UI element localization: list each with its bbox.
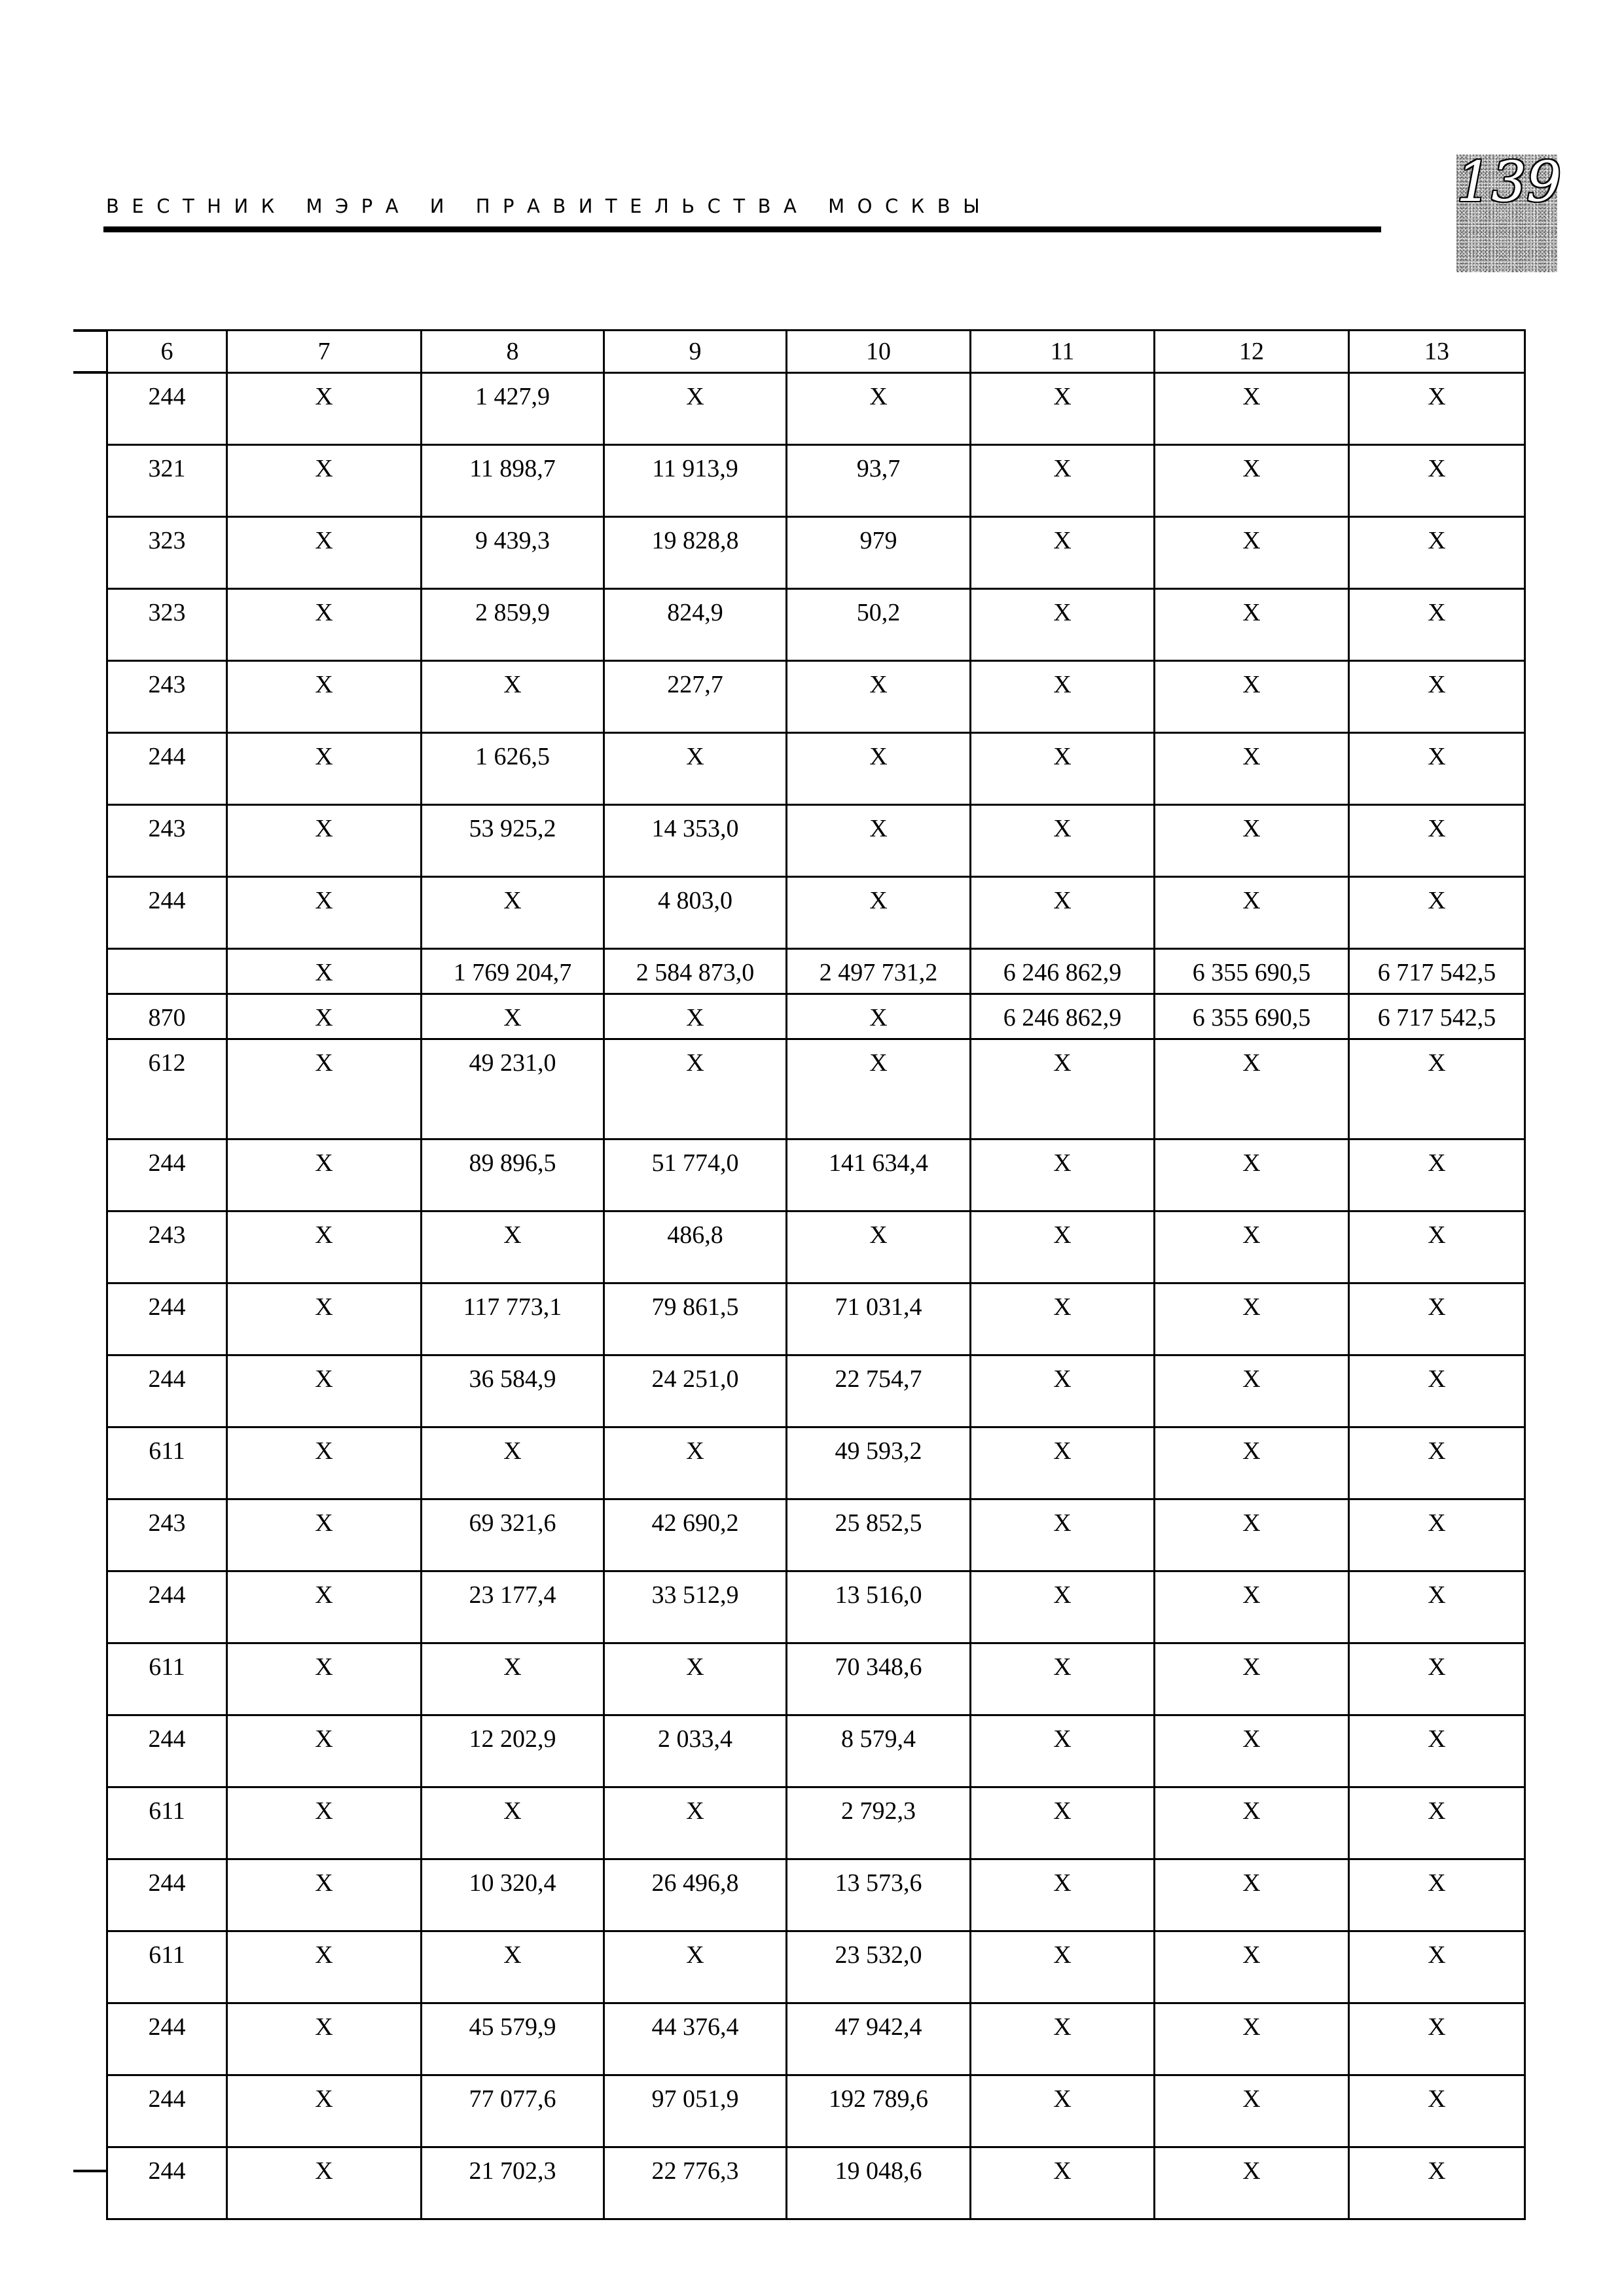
table-cell: X <box>1349 733 1525 805</box>
table-cell: 192 789,6 <box>787 2075 971 2147</box>
table-cell: 244 <box>107 373 227 445</box>
table-cell: X <box>227 1859 422 1931</box>
table-cell: X <box>1349 1931 1525 2003</box>
page-number: 139 <box>1456 150 1562 214</box>
table-cell: X <box>1155 1931 1349 2003</box>
column-header: 8 <box>422 331 604 373</box>
table-cell: X <box>604 373 787 445</box>
table-row <box>107 733 1525 805</box>
table-row <box>107 589 1525 661</box>
column-header: 6 <box>107 331 227 373</box>
table-cell: X <box>1155 445 1349 517</box>
table-cell: X <box>787 661 971 733</box>
table-cell: X <box>227 2075 422 2147</box>
table-cell: X <box>227 373 422 445</box>
column-header: 11 <box>971 331 1155 373</box>
table-cell: 89 896,5 <box>422 1139 604 1211</box>
table-cell: 141 634,4 <box>787 1139 971 1211</box>
table-cell: 323 <box>107 517 227 589</box>
table-row <box>107 2147 1525 2219</box>
table-cell: 243 <box>107 805 227 877</box>
table-cell: 33 512,9 <box>604 1571 787 1643</box>
table-row <box>107 1355 1525 1427</box>
table-cell: X <box>227 517 422 589</box>
table-cell: 243 <box>107 1499 227 1571</box>
table-cell: 14 353,0 <box>604 805 787 877</box>
table-row <box>107 805 1525 877</box>
table-cell: 19 828,8 <box>604 517 787 589</box>
table-cell: 23 177,4 <box>422 1571 604 1643</box>
table-cell: X <box>227 949 422 994</box>
table-cell: X <box>1155 1715 1349 1787</box>
table-cell: 79 861,5 <box>604 1283 787 1355</box>
table-cell: X <box>1349 2003 1525 2075</box>
table-cell: X <box>227 661 422 733</box>
table-cell: X <box>1349 661 1525 733</box>
table-cell: X <box>1155 1039 1349 1139</box>
table-cell: X <box>1349 1427 1525 1499</box>
table-cell: X <box>227 1355 422 1427</box>
table-cell: X <box>227 1283 422 1355</box>
table-cell: 51 774,0 <box>604 1139 787 1211</box>
table-cell: X <box>1155 1211 1349 1283</box>
table-cell: X <box>1349 373 1525 445</box>
table-cell: 244 <box>107 2147 227 2219</box>
table-cell: X <box>227 1931 422 2003</box>
table-cell: 2 584 873,0 <box>604 949 787 994</box>
table-cell: 6 717 542,5 <box>1349 994 1525 1039</box>
table-cell: X <box>971 661 1155 733</box>
table-cell: X <box>227 1499 422 1571</box>
table-cell: X <box>1349 877 1525 949</box>
table-cell: 244 <box>107 1571 227 1643</box>
table-cell: 6 355 690,5 <box>1155 994 1349 1039</box>
table-cell: 612 <box>107 1039 227 1139</box>
table-cell: 486,8 <box>604 1211 787 1283</box>
table-cell: 2 033,4 <box>604 1715 787 1787</box>
table-cell: X <box>1155 1859 1349 1931</box>
table-row <box>107 1859 1525 1931</box>
table-cell: X <box>1155 1643 1349 1715</box>
table-cell: X <box>787 877 971 949</box>
table-cell: X <box>1155 733 1349 805</box>
table-cell: 244 <box>107 1859 227 1931</box>
table-cell: 10 320,4 <box>422 1859 604 1931</box>
table-cell: X <box>1349 1355 1525 1427</box>
table-cell: 244 <box>107 1283 227 1355</box>
table-cell: X <box>971 1039 1155 1139</box>
table-header-row <box>107 331 1525 373</box>
table-cell: X <box>227 1039 422 1139</box>
table-cell: 870 <box>107 994 227 1039</box>
table-cell: 12 202,9 <box>422 1715 604 1787</box>
journal-title: ВЕСТНИК МЭРА И ПРАВИТЕЛЬСТВА МОСКВЫ <box>106 195 993 217</box>
table-cell: X <box>971 589 1155 661</box>
table-cell <box>107 949 227 994</box>
table-cell: 1 427,9 <box>422 373 604 445</box>
table-cell: 13 516,0 <box>787 1571 971 1643</box>
column-header: 7 <box>227 331 422 373</box>
table-cell: X <box>227 1571 422 1643</box>
table-cell: X <box>1349 2147 1525 2219</box>
table-cell: X <box>227 445 422 517</box>
table-cell: 6 246 862,9 <box>971 994 1155 1039</box>
table-cell: X <box>971 1211 1155 1283</box>
table-cell: 50,2 <box>787 589 971 661</box>
table-cell: X <box>604 1787 787 1859</box>
table-cell: X <box>971 1643 1155 1715</box>
table-cell: 244 <box>107 2003 227 2075</box>
table-cell: 25 852,5 <box>787 1499 971 1571</box>
table-cell: 93,7 <box>787 445 971 517</box>
table-cell: 23 532,0 <box>787 1931 971 2003</box>
table-cell: X <box>971 1139 1155 1211</box>
table-cell: 22 754,7 <box>787 1355 971 1427</box>
table-cell: X <box>971 1787 1155 1859</box>
table-cell: X <box>787 994 971 1039</box>
table-cell: X <box>1349 1715 1525 1787</box>
table-cell: X <box>422 1931 604 2003</box>
table-cell: X <box>227 1715 422 1787</box>
table-cell: 44 376,4 <box>604 2003 787 2075</box>
table-cell: X <box>1155 517 1349 589</box>
table-cell: X <box>422 1643 604 1715</box>
table-cell: X <box>227 589 422 661</box>
table-row <box>107 1499 1525 1571</box>
table-cell: X <box>227 877 422 949</box>
table-cell: 42 690,2 <box>604 1499 787 1571</box>
table-cell: X <box>604 994 787 1039</box>
table-body <box>107 373 1525 2219</box>
table-cell: 244 <box>107 1139 227 1211</box>
table-cell: 6 717 542,5 <box>1349 949 1525 994</box>
table-cell: 2 859,9 <box>422 589 604 661</box>
table-cell: X <box>971 1571 1155 1643</box>
table-cell: X <box>1155 1499 1349 1571</box>
table-cell: X <box>1349 1643 1525 1715</box>
table-cell: X <box>1349 1859 1525 1931</box>
table-cell: X <box>604 1643 787 1715</box>
table-cell: 824,9 <box>604 589 787 661</box>
table-cell: X <box>1155 589 1349 661</box>
table-cell: X <box>1349 445 1525 517</box>
table-cell: 26 496,8 <box>604 1859 787 1931</box>
table-cell: X <box>1349 1499 1525 1571</box>
table-cell: X <box>1155 2003 1349 2075</box>
table-cell: X <box>1349 1039 1525 1139</box>
table-cell: X <box>1155 805 1349 877</box>
table-row <box>107 994 1525 1039</box>
table-cell: X <box>971 1427 1155 1499</box>
table-cell: 97 051,9 <box>604 2075 787 2147</box>
table-cell: X <box>422 1427 604 1499</box>
table-cell: X <box>227 1139 422 1211</box>
table-cell: X <box>604 1931 787 2003</box>
table-cell: 11 913,9 <box>604 445 787 517</box>
table-row <box>107 877 1525 949</box>
table-cell: X <box>422 994 604 1039</box>
table-cell: X <box>604 1039 787 1139</box>
table-cell: X <box>1155 373 1349 445</box>
table-cell: X <box>1349 1211 1525 1283</box>
table-cell: X <box>971 2147 1155 2219</box>
table-cell: X <box>971 2003 1155 2075</box>
table-cell: 244 <box>107 1715 227 1787</box>
table-cell: X <box>971 1355 1155 1427</box>
table-cell: X <box>1155 1427 1349 1499</box>
table-cell: X <box>787 733 971 805</box>
table-cell: X <box>1155 661 1349 733</box>
table-cell: X <box>422 661 604 733</box>
table-cell: 49 593,2 <box>787 1427 971 1499</box>
table-cell: X <box>422 877 604 949</box>
table-cell: X <box>227 733 422 805</box>
table-cell: 4 803,0 <box>604 877 787 949</box>
column-header: 13 <box>1349 331 1525 373</box>
table-cell: 244 <box>107 2075 227 2147</box>
margin-rule-mid <box>73 371 107 374</box>
margin-rule-top <box>73 329 107 332</box>
table-cell: X <box>1349 2075 1525 2147</box>
table-cell: 19 048,6 <box>787 2147 971 2219</box>
table-cell: X <box>1155 1787 1349 1859</box>
table-cell: 979 <box>787 517 971 589</box>
table-cell: X <box>227 1427 422 1499</box>
table-cell: 53 925,2 <box>422 805 604 877</box>
table-cell: 611 <box>107 1931 227 2003</box>
table-cell: 243 <box>107 1211 227 1283</box>
table-row <box>107 517 1525 589</box>
table-row <box>107 1931 1525 2003</box>
header-rule <box>103 226 1381 232</box>
table-cell: X <box>971 2075 1155 2147</box>
table-cell: X <box>787 1039 971 1139</box>
table-cell: 2 497 731,2 <box>787 949 971 994</box>
table-cell: 6 355 690,5 <box>1155 949 1349 994</box>
column-header: 12 <box>1155 331 1349 373</box>
table-cell: X <box>227 1211 422 1283</box>
table-cell: 36 584,9 <box>422 1355 604 1427</box>
table-row <box>107 1643 1525 1715</box>
table-cell: X <box>1155 1355 1349 1427</box>
table-cell: 45 579,9 <box>422 2003 604 2075</box>
column-header: 9 <box>604 331 787 373</box>
table-cell: X <box>971 517 1155 589</box>
table-row <box>107 1283 1525 1355</box>
table-cell: X <box>1155 1283 1349 1355</box>
table-cell: 47 942,4 <box>787 2003 971 2075</box>
table-cell: 9 439,3 <box>422 517 604 589</box>
table-cell: 244 <box>107 733 227 805</box>
table-cell: X <box>971 1931 1155 2003</box>
table-cell: 227,7 <box>604 661 787 733</box>
table-cell: 611 <box>107 1427 227 1499</box>
table-cell: X <box>787 805 971 877</box>
table-row <box>107 661 1525 733</box>
table-cell: 244 <box>107 877 227 949</box>
budget-table <box>106 329 1526 2220</box>
table-cell: 243 <box>107 661 227 733</box>
table-cell: X <box>787 373 971 445</box>
table-cell: X <box>971 877 1155 949</box>
table-row <box>107 1039 1525 1139</box>
table-cell: X <box>971 445 1155 517</box>
table-cell: 611 <box>107 1787 227 1859</box>
table-cell: X <box>604 733 787 805</box>
table-cell: X <box>227 1643 422 1715</box>
table-cell: 244 <box>107 1355 227 1427</box>
table-cell: X <box>227 2147 422 2219</box>
table-cell: X <box>971 1283 1155 1355</box>
table-cell: 8 579,4 <box>787 1715 971 1787</box>
table-cell: 611 <box>107 1643 227 1715</box>
table-cell: X <box>1349 589 1525 661</box>
table-cell: X <box>1349 1283 1525 1355</box>
margin-rule-bottom <box>73 2170 107 2172</box>
table-cell: 6 246 862,9 <box>971 949 1155 994</box>
table-cell: 77 077,6 <box>422 2075 604 2147</box>
table-cell: X <box>1349 1787 1525 1859</box>
table-cell: X <box>1349 1571 1525 1643</box>
table-cell: X <box>1155 2075 1349 2147</box>
table-cell: X <box>971 805 1155 877</box>
table-cell: X <box>1155 2147 1349 2219</box>
table-cell: X <box>227 1787 422 1859</box>
table-cell: X <box>422 1787 604 1859</box>
table-row <box>107 1211 1525 1283</box>
table-cell: 71 031,4 <box>787 1283 971 1355</box>
table-cell: X <box>1349 1139 1525 1211</box>
table-cell: X <box>227 994 422 1039</box>
table-cell: X <box>227 805 422 877</box>
table-cell: X <box>971 1859 1155 1931</box>
table-row <box>107 1139 1525 1211</box>
table-cell: X <box>971 373 1155 445</box>
table-cell: 11 898,7 <box>422 445 604 517</box>
table-row <box>107 1427 1525 1499</box>
table-cell: X <box>422 1211 604 1283</box>
table-cell: 49 231,0 <box>422 1039 604 1139</box>
table-cell: 69 321,6 <box>422 1499 604 1571</box>
table-cell: 22 776,3 <box>604 2147 787 2219</box>
table-row <box>107 1715 1525 1787</box>
table-cell: X <box>604 1427 787 1499</box>
table-cell: 70 348,6 <box>787 1643 971 1715</box>
table-cell: X <box>1155 1139 1349 1211</box>
table-cell: X <box>227 2003 422 2075</box>
column-header: 10 <box>787 331 971 373</box>
table-cell: X <box>971 1499 1155 1571</box>
table-cell: X <box>1349 805 1525 877</box>
table-row <box>107 1571 1525 1643</box>
table-cell: X <box>787 1211 971 1283</box>
table-cell: 117 773,1 <box>422 1283 604 1355</box>
page-number-badge <box>1456 150 1562 272</box>
table-cell: X <box>1155 1571 1349 1643</box>
table-cell: X <box>1155 877 1349 949</box>
table-row <box>107 2003 1525 2075</box>
table-cell: 2 792,3 <box>787 1787 971 1859</box>
table-cell: 1 769 204,7 <box>422 949 604 994</box>
table-cell: X <box>971 1715 1155 1787</box>
table-cell: 24 251,0 <box>604 1355 787 1427</box>
table-cell: X <box>971 733 1155 805</box>
table-cell: 21 702,3 <box>422 2147 604 2219</box>
table-row <box>107 2075 1525 2147</box>
table-cell: X <box>1349 517 1525 589</box>
table-row <box>107 445 1525 517</box>
table-row <box>107 373 1525 445</box>
table-cell: 321 <box>107 445 227 517</box>
table-row <box>107 1787 1525 1859</box>
table-cell: 13 573,6 <box>787 1859 971 1931</box>
table-row <box>107 949 1525 994</box>
table-cell: 1 626,5 <box>422 733 604 805</box>
table-cell: 323 <box>107 589 227 661</box>
